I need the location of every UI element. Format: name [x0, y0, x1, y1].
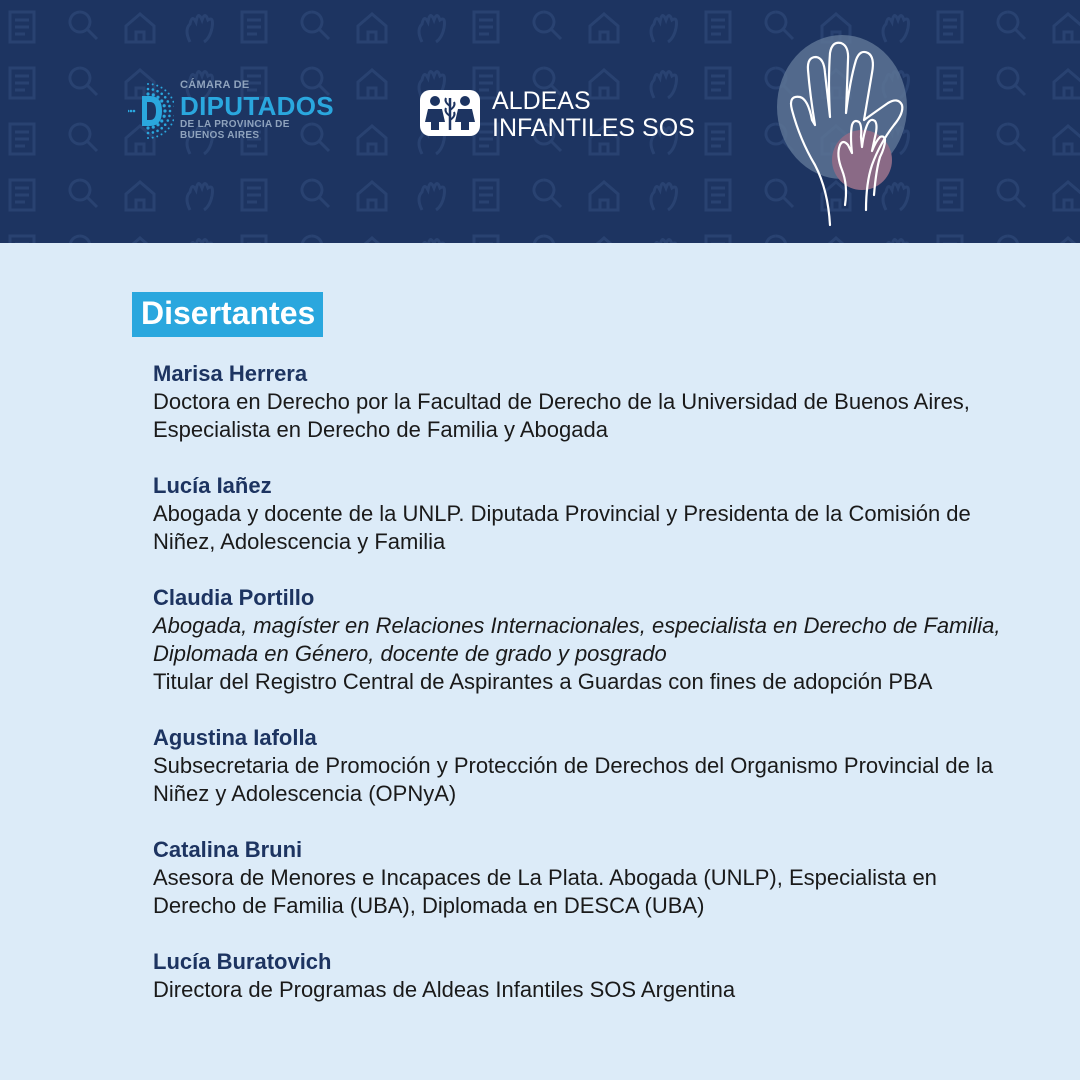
speaker-description: Directora de Programas de Aldeas Infantiles SOS Argentina [153, 977, 736, 1002]
speaker-description: Subsecretaria de Promoción y Protección de Derechos del Organismo Provincial de la Niñez y Adolescencia (OPNyA) [153, 753, 994, 806]
speaker-description: Abogada y docente de la UNLP. Diputada Provincial y Presidenta de la Comisión de Niñez, Adolescencia y Familia [153, 501, 971, 554]
speaker-credentials: Abogada, magíster en Relaciones Internacionales, especialista en Derecho de Familia, Diplomada en Género, docente de grado y posgrado [153, 613, 1001, 666]
header-banner [0, 0, 1080, 243]
section-title: Disertantes [132, 292, 323, 337]
camara-line1: CÁMARA DE [180, 79, 250, 91]
speaker-name: Lucía Iañez [153, 473, 272, 498]
aldeas-children-logo-icon [420, 90, 480, 136]
speaker-item [153, 948, 1023, 1004]
aldeas-line1: ALDEAS [492, 87, 591, 115]
main-content [0, 243, 1080, 1080]
speaker-name: Catalina Bruni [153, 837, 303, 862]
camara-line4: BUENOS AIRES [180, 130, 260, 141]
speaker-item [153, 472, 1023, 556]
speaker-name: Marisa Herrera [153, 361, 308, 386]
speaker-item [153, 584, 1023, 696]
camara-line3: DE LA PROVINCIA DE [180, 119, 290, 130]
camara-line2: DIPUTADOS [180, 91, 334, 121]
speaker-item [153, 360, 1023, 444]
speaker-item [153, 836, 1023, 920]
camara-diputados-logo [128, 80, 358, 150]
speakers-list [153, 360, 1023, 1032]
aldeas-line2: INFANTILES SOS [492, 114, 695, 142]
hands-illustration-icon [770, 25, 940, 235]
camara-dots-logo-icon [128, 80, 174, 142]
speaker-name: Claudia Portillo [153, 585, 315, 610]
speaker-name: Agustina Iafolla [153, 725, 317, 750]
speaker-description: Asesora de Menores e Incapaces de La Plata. Abogada (UNLP), Especialista en Derecho de Familia (UBA), Diplomada en DESCA (UBA) [153, 865, 937, 918]
speaker-description: Titular del Registro Central de Aspirantes a Guardas con fines de adopción PBA [153, 669, 933, 694]
speaker-description: Doctora en Derecho por la Facultad de Derecho de la Universidad de Buenos Aires, Especialista en Derecho de Familia y Abogada [153, 389, 970, 442]
speaker-item [153, 724, 1023, 808]
speaker-name: Lucía Buratovich [153, 949, 332, 974]
